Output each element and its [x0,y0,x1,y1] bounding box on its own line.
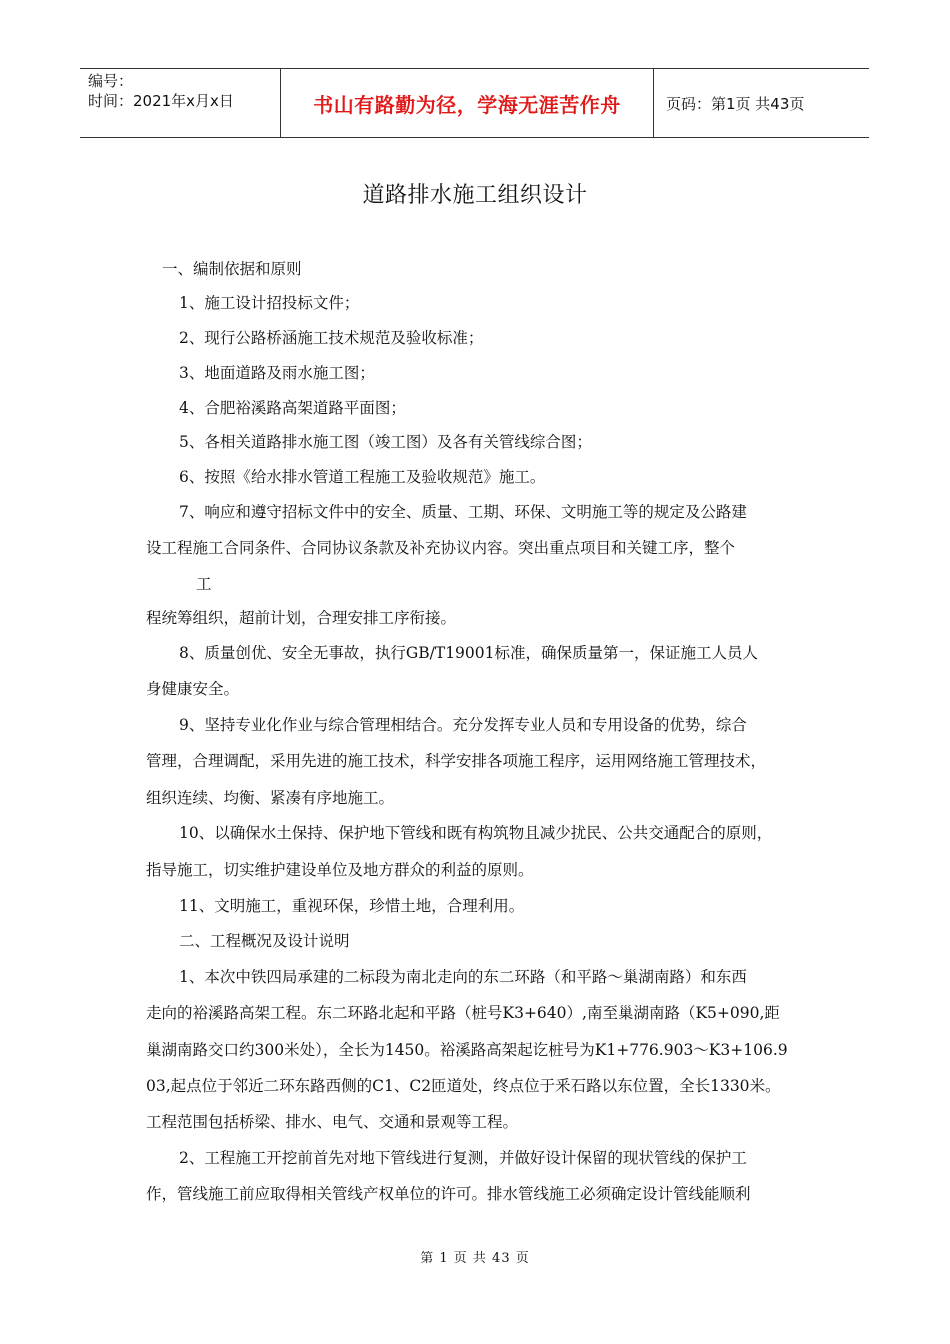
number-label: 编号： [88,72,134,90]
header-left-cell [80,69,281,137]
date-line: 时间：2021年x月x日 [88,92,234,110]
section-heading: 二、工程概况及设计说明 [179,932,350,950]
page-info: 页码：第1页 共43页 [666,94,805,113]
motto: 书山有路勤为径，学海无涯苦作舟 [281,69,654,137]
page-footer: 第 1 页 共 43 页 [420,1251,530,1266]
text-line: 8、质量创优、安全无事故，执行GB/T19001标准，确保质量第一，保证施工人员人 [179,644,759,662]
text-line: 03,起点位于邻近二环东路西侧的C1、C2匝道处，终点位于釆石路以东位置，全长1330米。 [146,1077,781,1095]
text-line: 走向的裕溪路高架工程。东二环路北起和平路（桩号K3+640）,南至巢湖南路（K5+090,距 [146,1004,780,1022]
text-line: 设工程施工合同条件、合同协议条款及补充协议内容。突出重点项目和关键工序，整个 [146,539,736,557]
text-line: 2、工程施工开挖前首先对地下管线进行复测，并做好设计保留的现状管线的保护工 [179,1149,747,1167]
text-line: 1、施工设计招投标文件； [179,294,360,312]
text-line: 巢湖南路交口约300米处），全长为1450。裕溪路高架起讫桩号为K1+776.903～K3+106.9 [146,1041,788,1059]
text-line: 7、响应和遵守招标文件中的安全、质量、工期、环保、文明施工等的规定及公路建 [179,503,747,521]
text-line: 5、各相关道路排水施工图（竣工图）及各有关管线综合图； [179,433,592,451]
text-line: 10、以确保水土保持、保护地下管线和既有构筑物且减少扰民、公共交通配合的原则， [179,824,773,842]
text-line: 11、文明施工，重视环保，珍惜土地，合理利用。 [179,897,525,915]
text-line: 程统筹组织，超前计划，合理安排工序衔接。 [146,609,457,627]
text-line: 1、本次中铁四局承建的二标段为南北走向的东二环路（和平路～巢湖南路）和东西 [179,968,747,986]
text-line: 3、地面道路及雨水施工图； [179,364,375,382]
text-line: 指导施工，切实维护建设单位及地方群众的利益的原则。 [146,861,534,879]
text-line: 4、合肥裕溪路高架道路平面图； [179,399,406,417]
page-header [80,68,869,138]
text-line: 组织连续、均衡、紧凑有序地施工。 [146,789,395,807]
text-line: 9、坚持专业化作业与综合管理相结合。充分发挥专业人员和专用设备的优势，综合 [179,716,747,734]
text-line: 工 [196,575,212,593]
text-line: 作，管线施工前应取得相关管线产权单位的许可。排水管线施工必须确定设计管线能顺利 [146,1185,751,1203]
text-line: 6、按照《给水排水管道工程施工及验收规范》施工。 [179,468,546,486]
text-line: 身健康安全。 [146,680,240,698]
text-line: 管理，合理调配，采用先进的施工技术，科学安排各项施工程序，运用网络施工管理技术， [146,752,767,770]
document-title: 道路排水施工组织设计 [362,183,588,208]
text-line: 工程范围包括桥梁、排水、电气、交通和景观等工程。 [146,1113,519,1131]
section-heading: 一、编制依据和原则 [162,260,302,278]
text-line: 2、现行公路桥涵施工技术规范及验收标准； [179,329,484,347]
